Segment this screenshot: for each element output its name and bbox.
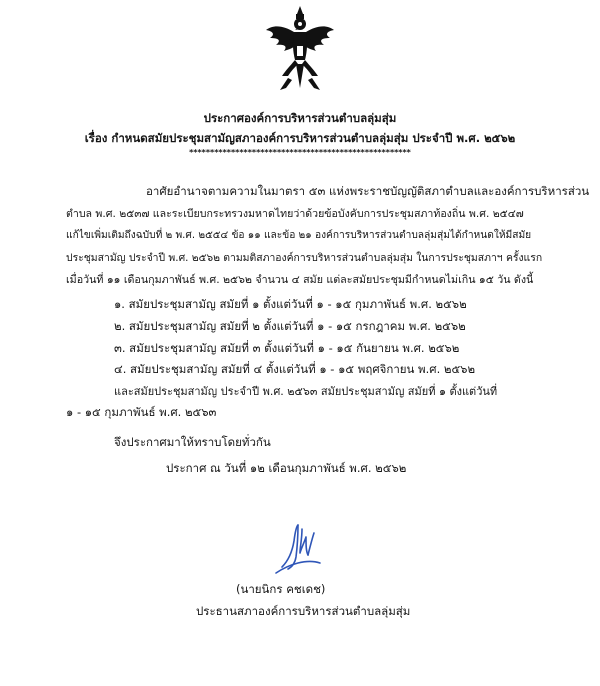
paragraph-line: อาศัยอำนาจตามความในมาตรา ๕๓ แห่งพระราชบัญญัติสภาตำบลและองค์การบริหารส่วน [146,184,590,198]
announcement-title: ประกาศองค์การบริหารส่วนตำบลลุ่มสุ่ม [203,111,397,125]
garuda-emblem-icon [262,4,338,96]
announcement-subject: เรื่อง กำหนดสมัยประชุมสามัญสภาองค์การบริหารส่วนตำบลลุ่มสุ่ม ประจำปี พ.ศ. ๒๕๖๒ [84,131,516,145]
session-item: ๓. สมัยประชุมสามัญ สมัยที่ ๓ ตั้งแต่วันที่ ๑ - ๑๕ กันยายน พ.ศ. ๒๕๖๒ [114,341,460,355]
paragraph-line: เมื่อวันที่ ๑๑ เดือนกุมภาพันธ์ พ.ศ. ๒๕๖๒ จำนวน ๔ สมัย แต่ละสมัยประชุมมีกำหนดไม่เกิน ๑๕ วัน ดังนี้ [66,273,534,286]
paragraph-line: ตำบล พ.ศ. ๒๕๓๗ และระเบียบกระทรวงมหาดไทยว่าด้วยข้อบังคับการประชุมสภาท้องถิ่น พ.ศ. ๒๕๔๗ [66,208,524,220]
session-item: ๔. สมัยประชุมสามัญ สมัยที่ ๔ ตั้งแต่วันที่ ๑ - ๑๕ พฤศจิกายน พ.ศ. ๒๕๖๒ [114,362,476,376]
announcement-date: ประกาศ ณ วันที่ ๑๒ เดือนกุมภาพันธ์ พ.ศ. ๒๕๖๒ [166,461,407,475]
session-item: ๑. สมัยประชุมสามัญ สมัยที่ ๑ ตั้งแต่วันที่ ๑ - ๑๕ กุมภาพันธ์ พ.ศ. ๒๕๖๒ [114,297,467,311]
next-year-line: และสมัยประชุมสามัญ ประจำปี พ.ศ. ๒๕๖๓ สมัยประชุมสามัญ สมัยที่ ๑ ตั้งแต่วันที่ [114,385,498,398]
title-divider: ***************************************************** [189,148,411,157]
paragraph-line: ประชุมสามัญ ประจำปี พ.ศ. ๒๕๖๒ ตามมติสภาองค์การบริหารส่วนตำบลลุ่มสุ่ม ในการประชุมสภาฯ ครั้งแรก [66,252,543,264]
announcement-closing: จึงประกาศมาให้ทราบโดยทั่วกัน [114,435,271,449]
next-year-line: ๑ - ๑๕ กุมภาพันธ์ พ.ศ. ๒๕๖๓ [66,405,217,419]
session-item: ๒. สมัยประชุมสามัญ สมัยที่ ๒ ตั้งแต่วันที่ ๑ - ๑๕ กรกฎาคม พ.ศ. ๒๕๖๒ [114,319,466,333]
signature-icon [262,517,332,577]
signatory-name: (นายนิกร คชเดช) [236,582,326,596]
paragraph-line: แก้ไขเพิ่มเติมถึงฉบับที่ ๒ พ.ศ. ๒๕๕๔ ข้อ ๑๑ และข้อ ๒๑ องค์การบริหารส่วนตำบลลุ่มสุ่มได้กำหนดให้มีสมัย [66,230,532,241]
signatory-position: ประธานสภาองค์การบริหารส่วนตำบลลุ่มสุ่ม [196,604,411,618]
